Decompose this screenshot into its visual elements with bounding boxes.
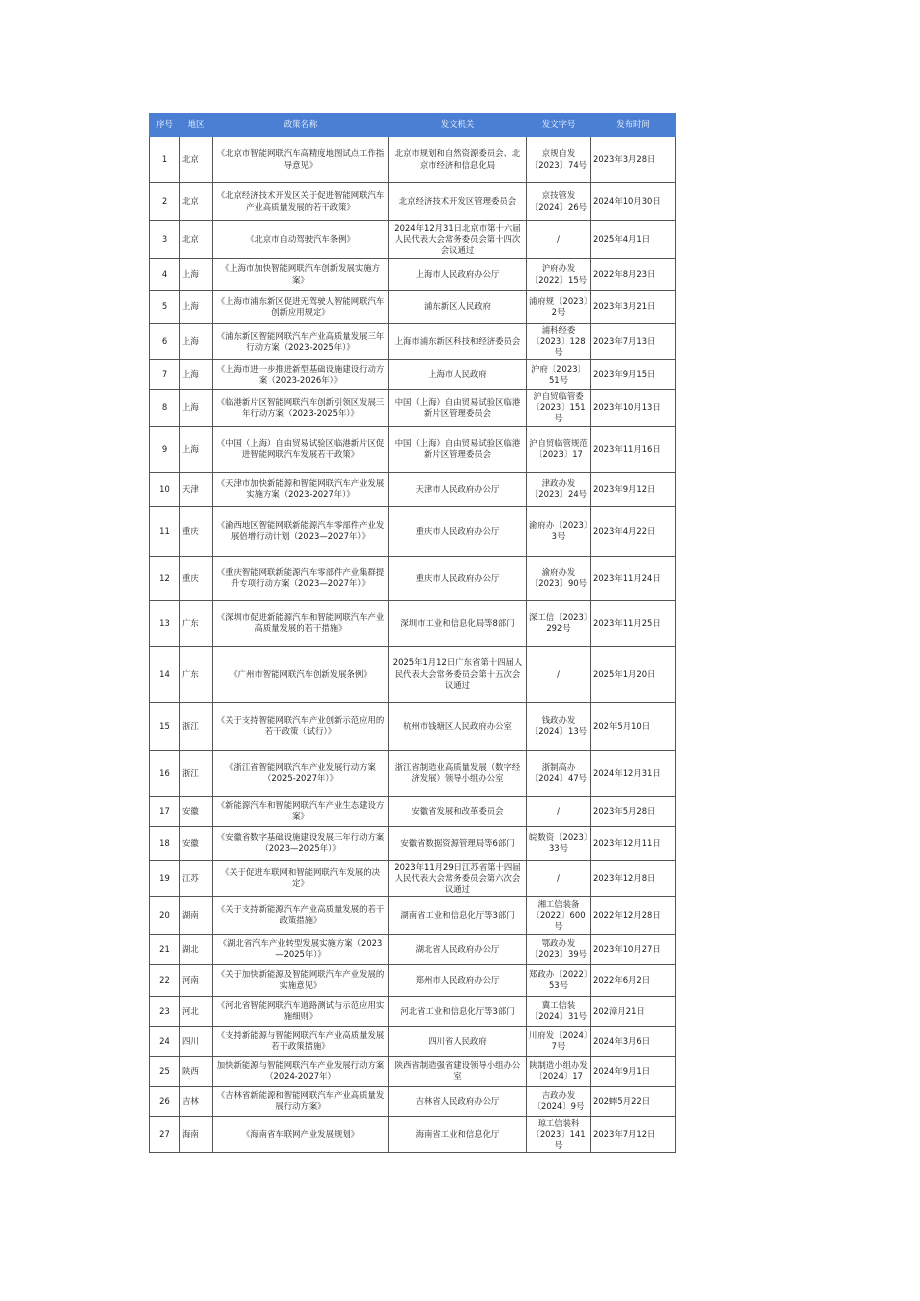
cell-doc-number: 川府发〔2024〕7号	[527, 1026, 591, 1056]
cell-region: 湖北	[180, 934, 213, 964]
cell-no: 17	[150, 796, 180, 826]
cell-date: 2025年1月20日	[591, 646, 676, 702]
cell-policy-name: 《中国（上海）自由贸易试验区临港新片区促进智能网联汽车发展若干政策》	[213, 426, 389, 472]
cell-policy-name: 《支持新能源与智能网联汽车产业高质量发展若干政策措施》	[213, 1026, 389, 1056]
cell-no: 13	[150, 600, 180, 646]
cell-date: 2023年4月22日	[591, 506, 676, 556]
table-row	[150, 600, 676, 646]
table-row	[150, 426, 676, 472]
cell-no: 22	[150, 964, 180, 996]
cell-issuer: 上海市人民政府	[389, 360, 527, 390]
cell-doc-number: 渝府办〔2023〕3号	[527, 506, 591, 556]
cell-no: 7	[150, 360, 180, 390]
cell-doc-number: 渝府办发〔2023〕90号	[527, 556, 591, 600]
cell-no: 24	[150, 1026, 180, 1056]
cell-date: 2023年12月11日	[591, 826, 676, 860]
cell-date: 2023年3月28日	[591, 137, 676, 183]
cell-policy-name: 《浙江省智能网联汽车产业发展行动方案（2025-2027年）》	[213, 750, 389, 796]
cell-issuer: 河北省工业和信息化厅等3部门	[389, 996, 527, 1026]
cell-no: 4	[150, 259, 180, 291]
cell-issuer: 北京市规划和自然资源委员会、北京市经济和信息化局	[389, 137, 527, 183]
header-date: 发布时间	[591, 114, 676, 137]
table-row	[150, 324, 676, 360]
cell-no: 14	[150, 646, 180, 702]
cell-no: 10	[150, 472, 180, 506]
cell-issuer: 陕西省制造强省建设领导小组办公室	[389, 1056, 527, 1086]
cell-region: 四川	[180, 1026, 213, 1056]
cell-issuer: 四川省人民政府	[389, 1026, 527, 1056]
cell-policy-name: 《广州市智能网联汽车创新发展条例》	[213, 646, 389, 702]
cell-region: 广东	[180, 646, 213, 702]
cell-policy-name: 《关于促进车联网和智能网联汽车发展的决定》	[213, 860, 389, 896]
cell-date: 2023年10月27日	[591, 934, 676, 964]
cell-no: 15	[150, 702, 180, 750]
table-row	[150, 996, 676, 1026]
cell-policy-name: 《北京经济技术开发区关于促进智能网联汽车产业高质量发展的若干政策》	[213, 183, 389, 221]
cell-date: 2023年7月13日	[591, 324, 676, 360]
cell-issuer: 安徽省数据资源管理局等6部门	[389, 826, 527, 860]
cell-doc-number: 沪自贸临管规范〔2023〕17	[527, 426, 591, 472]
cell-date: 2023年9月12日	[591, 472, 676, 506]
cell-region: 上海	[180, 291, 213, 324]
cell-date: 2022年6月2日	[591, 964, 676, 996]
cell-issuer: 杭州市钱塘区人民政府办公室	[389, 702, 527, 750]
cell-no: 27	[150, 1116, 180, 1152]
table-row	[150, 1116, 676, 1152]
cell-doc-number: 沪府办发〔2022〕15号	[527, 259, 591, 291]
cell-doc-number: 湘工信装备〔2022〕600号	[527, 896, 591, 934]
cell-issuer: 湖北省人民政府办公厅	[389, 934, 527, 964]
cell-doc-number: 郑政办〔2022〕53号	[527, 964, 591, 996]
table-row	[150, 1086, 676, 1116]
header-issuer: 发文机关	[389, 114, 527, 137]
cell-date: 2022年8月23日	[591, 259, 676, 291]
cell-region: 上海	[180, 426, 213, 472]
table-row	[150, 556, 676, 600]
table-row	[150, 796, 676, 826]
cell-region: 安徽	[180, 826, 213, 860]
cell-doc-number: 吉政办发〔2024〕9号	[527, 1086, 591, 1116]
cell-region: 天津	[180, 472, 213, 506]
cell-no: 9	[150, 426, 180, 472]
cell-no: 5	[150, 291, 180, 324]
cell-policy-name: 《关于支持新能源汽车产业高质量发展的若干政策措施》	[213, 896, 389, 934]
table-row	[150, 860, 676, 896]
cell-doc-number: 琼工信装科〔2023〕141号	[527, 1116, 591, 1152]
cell-issuer: 重庆市人民政府办公厅	[389, 506, 527, 556]
table-row	[150, 1056, 676, 1086]
cell-policy-name: 《渝西地区智能网联新能源汽车零部件产业发展倍增行动计划（2023—2027年）》	[213, 506, 389, 556]
cell-issuer: 吉林省人民政府办公厅	[389, 1086, 527, 1116]
cell-date: 2023年11月25日	[591, 600, 676, 646]
cell-doc-number: 钱政办发〔2024〕13号	[527, 702, 591, 750]
cell-region: 浙江	[180, 702, 213, 750]
cell-issuer: 2024年12月31日北京市第十六届人民代表大会常务委员会第十四次会议通过	[389, 221, 527, 259]
cell-doc-number: /	[527, 221, 591, 259]
table-row	[150, 259, 676, 291]
cell-no: 3	[150, 221, 180, 259]
table-header-row	[150, 114, 676, 137]
cell-date: 2023年9月15日	[591, 360, 676, 390]
cell-no: 12	[150, 556, 180, 600]
cell-no: 21	[150, 934, 180, 964]
header-policy-name: 政策名称	[213, 114, 389, 137]
cell-region: 海南	[180, 1116, 213, 1152]
cell-date: 202漳月21日	[591, 996, 676, 1026]
cell-date: 2023年11月24日	[591, 556, 676, 600]
cell-no: 16	[150, 750, 180, 796]
cell-no: 19	[150, 860, 180, 896]
cell-date: 2023年3月21日	[591, 291, 676, 324]
cell-policy-name: 《天津市加快新能源和智能网联汽车产业发展实施方案（2023-2027年）》	[213, 472, 389, 506]
cell-issuer: 中国（上海）自由贸易试验区临港新片区管理委员会	[389, 426, 527, 472]
cell-policy-name: 加快新能源与智能网联汽车产业发展行动方案（2024-2027年）	[213, 1056, 389, 1086]
cell-policy-name: 《海南省车联网产业发展规划》	[213, 1116, 389, 1152]
cell-issuer: 上海市浦东新区科技和经济委员会	[389, 324, 527, 360]
cell-policy-name: 《新能源汽车和智能网联汽车产业生态建设方案》	[213, 796, 389, 826]
table-row	[150, 221, 676, 259]
cell-issuer: 2025年1月12日广东省第十四届人民代表大会常务委员会第十五次会议通过	[389, 646, 527, 702]
cell-issuer: 安徽省发展和改革委员会	[389, 796, 527, 826]
policy-table	[149, 113, 676, 1153]
cell-date: 202蟀5月22日	[591, 1086, 676, 1116]
cell-no: 23	[150, 996, 180, 1026]
cell-issuer: 天津市人民政府办公厅	[389, 472, 527, 506]
table-row	[150, 702, 676, 750]
cell-region: 浙江	[180, 750, 213, 796]
cell-date: 2023年11月16日	[591, 426, 676, 472]
cell-policy-name: 《河北省智能网联汽车道路测试与示范应用实施细则》	[213, 996, 389, 1026]
cell-policy-name: 《关于支持智能网联汽车产业创新示范应用的若干政策（试行）》	[213, 702, 389, 750]
cell-region: 重庆	[180, 506, 213, 556]
cell-date: 2024年12月31日	[591, 750, 676, 796]
cell-issuer: 郑州市人民政府办公厅	[389, 964, 527, 996]
cell-no: 1	[150, 137, 180, 183]
cell-doc-number: 皖数资〔2023〕33号	[527, 826, 591, 860]
cell-doc-number: /	[527, 796, 591, 826]
cell-no: 11	[150, 506, 180, 556]
cell-no: 25	[150, 1056, 180, 1086]
cell-doc-number: 京规自发〔2023〕74号	[527, 137, 591, 183]
cell-doc-number: /	[527, 860, 591, 896]
cell-region: 上海	[180, 324, 213, 360]
cell-date: 2025年4月1日	[591, 221, 676, 259]
cell-region: 广东	[180, 600, 213, 646]
table-row	[150, 964, 676, 996]
cell-region: 江苏	[180, 860, 213, 896]
cell-doc-number: 浦科经委〔2023〕128号	[527, 324, 591, 360]
cell-date: 202年5月10日	[591, 702, 676, 750]
header-region: 地区	[180, 114, 213, 137]
cell-policy-name: 《重庆智能网联新能源汽车零部件产业集群提升专项行动方案（2023—2027年）》	[213, 556, 389, 600]
cell-region: 上海	[180, 390, 213, 426]
cell-date: 2024年10月30日	[591, 183, 676, 221]
cell-region: 吉林	[180, 1086, 213, 1116]
cell-no: 20	[150, 896, 180, 934]
cell-policy-name: 《上海市浦东新区促进无驾驶人智能网联汽车创新应用规定》	[213, 291, 389, 324]
cell-issuer: 浙江省制造业高质量发展（数字经济发展）领导小组办公室	[389, 750, 527, 796]
cell-region: 安徽	[180, 796, 213, 826]
cell-issuer: 北京经济技术开发区管理委员会	[389, 183, 527, 221]
cell-policy-name: 《吉林省新能源和智能网联汽车产业高质量发展行动方案》	[213, 1086, 389, 1116]
cell-policy-name: 《安徽省数字基础设施建设发展三年行动方案（2023—2025年）》	[213, 826, 389, 860]
cell-issuer: 深圳市工业和信息化局等8部门	[389, 600, 527, 646]
table-row	[150, 750, 676, 796]
cell-issuer: 重庆市人民政府办公厅	[389, 556, 527, 600]
cell-region: 陕西	[180, 1056, 213, 1086]
table-body	[150, 137, 676, 1153]
cell-issuer: 中国（上海）自由贸易试验区临港新片区管理委员会	[389, 390, 527, 426]
cell-issuer: 海南省工业和信息化厅	[389, 1116, 527, 1152]
table-row	[150, 506, 676, 556]
cell-doc-number: 深工信〔2023〕292号	[527, 600, 591, 646]
cell-policy-name: 《深圳市促进新能源汽车和智能网联汽车产业高质量发展的若干措施》	[213, 600, 389, 646]
cell-issuer: 浦东新区人民政府	[389, 291, 527, 324]
cell-doc-number: 沪府〔2023〕51号	[527, 360, 591, 390]
cell-date: 2023年10月13日	[591, 390, 676, 426]
table-row	[150, 826, 676, 860]
cell-doc-number: 京技管发〔2024〕26号	[527, 183, 591, 221]
table-row	[150, 934, 676, 964]
header-no: 序号	[150, 114, 180, 137]
cell-date: 2023年7月12日	[591, 1116, 676, 1152]
cell-date: 2023年12月8日	[591, 860, 676, 896]
header-doc-number: 发文字号	[527, 114, 591, 137]
table-row	[150, 896, 676, 934]
cell-doc-number: 陕制造小组办发〔2024〕17	[527, 1056, 591, 1086]
cell-date: 2024年9月1日	[591, 1056, 676, 1086]
cell-policy-name: 《浦东新区智能网联汽车产业高质量发展三年行动方案（2023-2025年）》	[213, 324, 389, 360]
cell-policy-name: 《临港新片区智能网联汽车创新引领区发展三年行动方案（2023-2025年）》	[213, 390, 389, 426]
table-row	[150, 360, 676, 390]
cell-issuer: 上海市人民政府办公厅	[389, 259, 527, 291]
table-row	[150, 137, 676, 183]
cell-region: 河南	[180, 964, 213, 996]
cell-region: 北京	[180, 183, 213, 221]
cell-doc-number: 浦府规〔2023〕2号	[527, 291, 591, 324]
table-row	[150, 291, 676, 324]
cell-policy-name: 《湖北省汽车产业转型发展实施方案（2023—2025年）》	[213, 934, 389, 964]
cell-doc-number: 沪自贸临管委〔2023〕151号	[527, 390, 591, 426]
cell-date: 2023年5月28日	[591, 796, 676, 826]
cell-issuer: 湖南省工业和信息化厅等3部门	[389, 896, 527, 934]
cell-region: 上海	[180, 259, 213, 291]
cell-doc-number: 浙制高办〔2024〕47号	[527, 750, 591, 796]
table-row	[150, 472, 676, 506]
cell-region: 上海	[180, 360, 213, 390]
cell-date: 2022年12月28日	[591, 896, 676, 934]
cell-date: 2024年3月6日	[591, 1026, 676, 1056]
cell-no: 18	[150, 826, 180, 860]
cell-issuer: 2023年11月29日江苏省第十四届人民代表大会常务委员会第六次会议通过	[389, 860, 527, 896]
table-row	[150, 183, 676, 221]
cell-policy-name: 《上海市进一步推进新型基础设施建设行动方案（2023-2026年）》	[213, 360, 389, 390]
cell-no: 6	[150, 324, 180, 360]
cell-no: 8	[150, 390, 180, 426]
cell-policy-name: 《上海市加快智能网联汽车创新发展实施方案》	[213, 259, 389, 291]
cell-policy-name: 《北京市自动驾驶汽车条例》	[213, 221, 389, 259]
cell-region: 北京	[180, 221, 213, 259]
cell-doc-number: 鄂政办发〔2023〕39号	[527, 934, 591, 964]
cell-region: 北京	[180, 137, 213, 183]
table-row	[150, 646, 676, 702]
table-row	[150, 390, 676, 426]
cell-no: 26	[150, 1086, 180, 1116]
cell-region: 河北	[180, 996, 213, 1026]
cell-no: 2	[150, 183, 180, 221]
cell-doc-number: 津政办发〔2023〕24号	[527, 472, 591, 506]
table-row	[150, 1026, 676, 1056]
cell-policy-name: 《北京市智能网联汽车高精度地图试点工作指导意见》	[213, 137, 389, 183]
cell-doc-number: /	[527, 646, 591, 702]
cell-policy-name: 《关于加快新能源及智能网联汽车产业发展的实施意见》	[213, 964, 389, 996]
cell-region: 湖南	[180, 896, 213, 934]
cell-region: 重庆	[180, 556, 213, 600]
cell-doc-number: 冀工信装〔2024〕31号	[527, 996, 591, 1026]
